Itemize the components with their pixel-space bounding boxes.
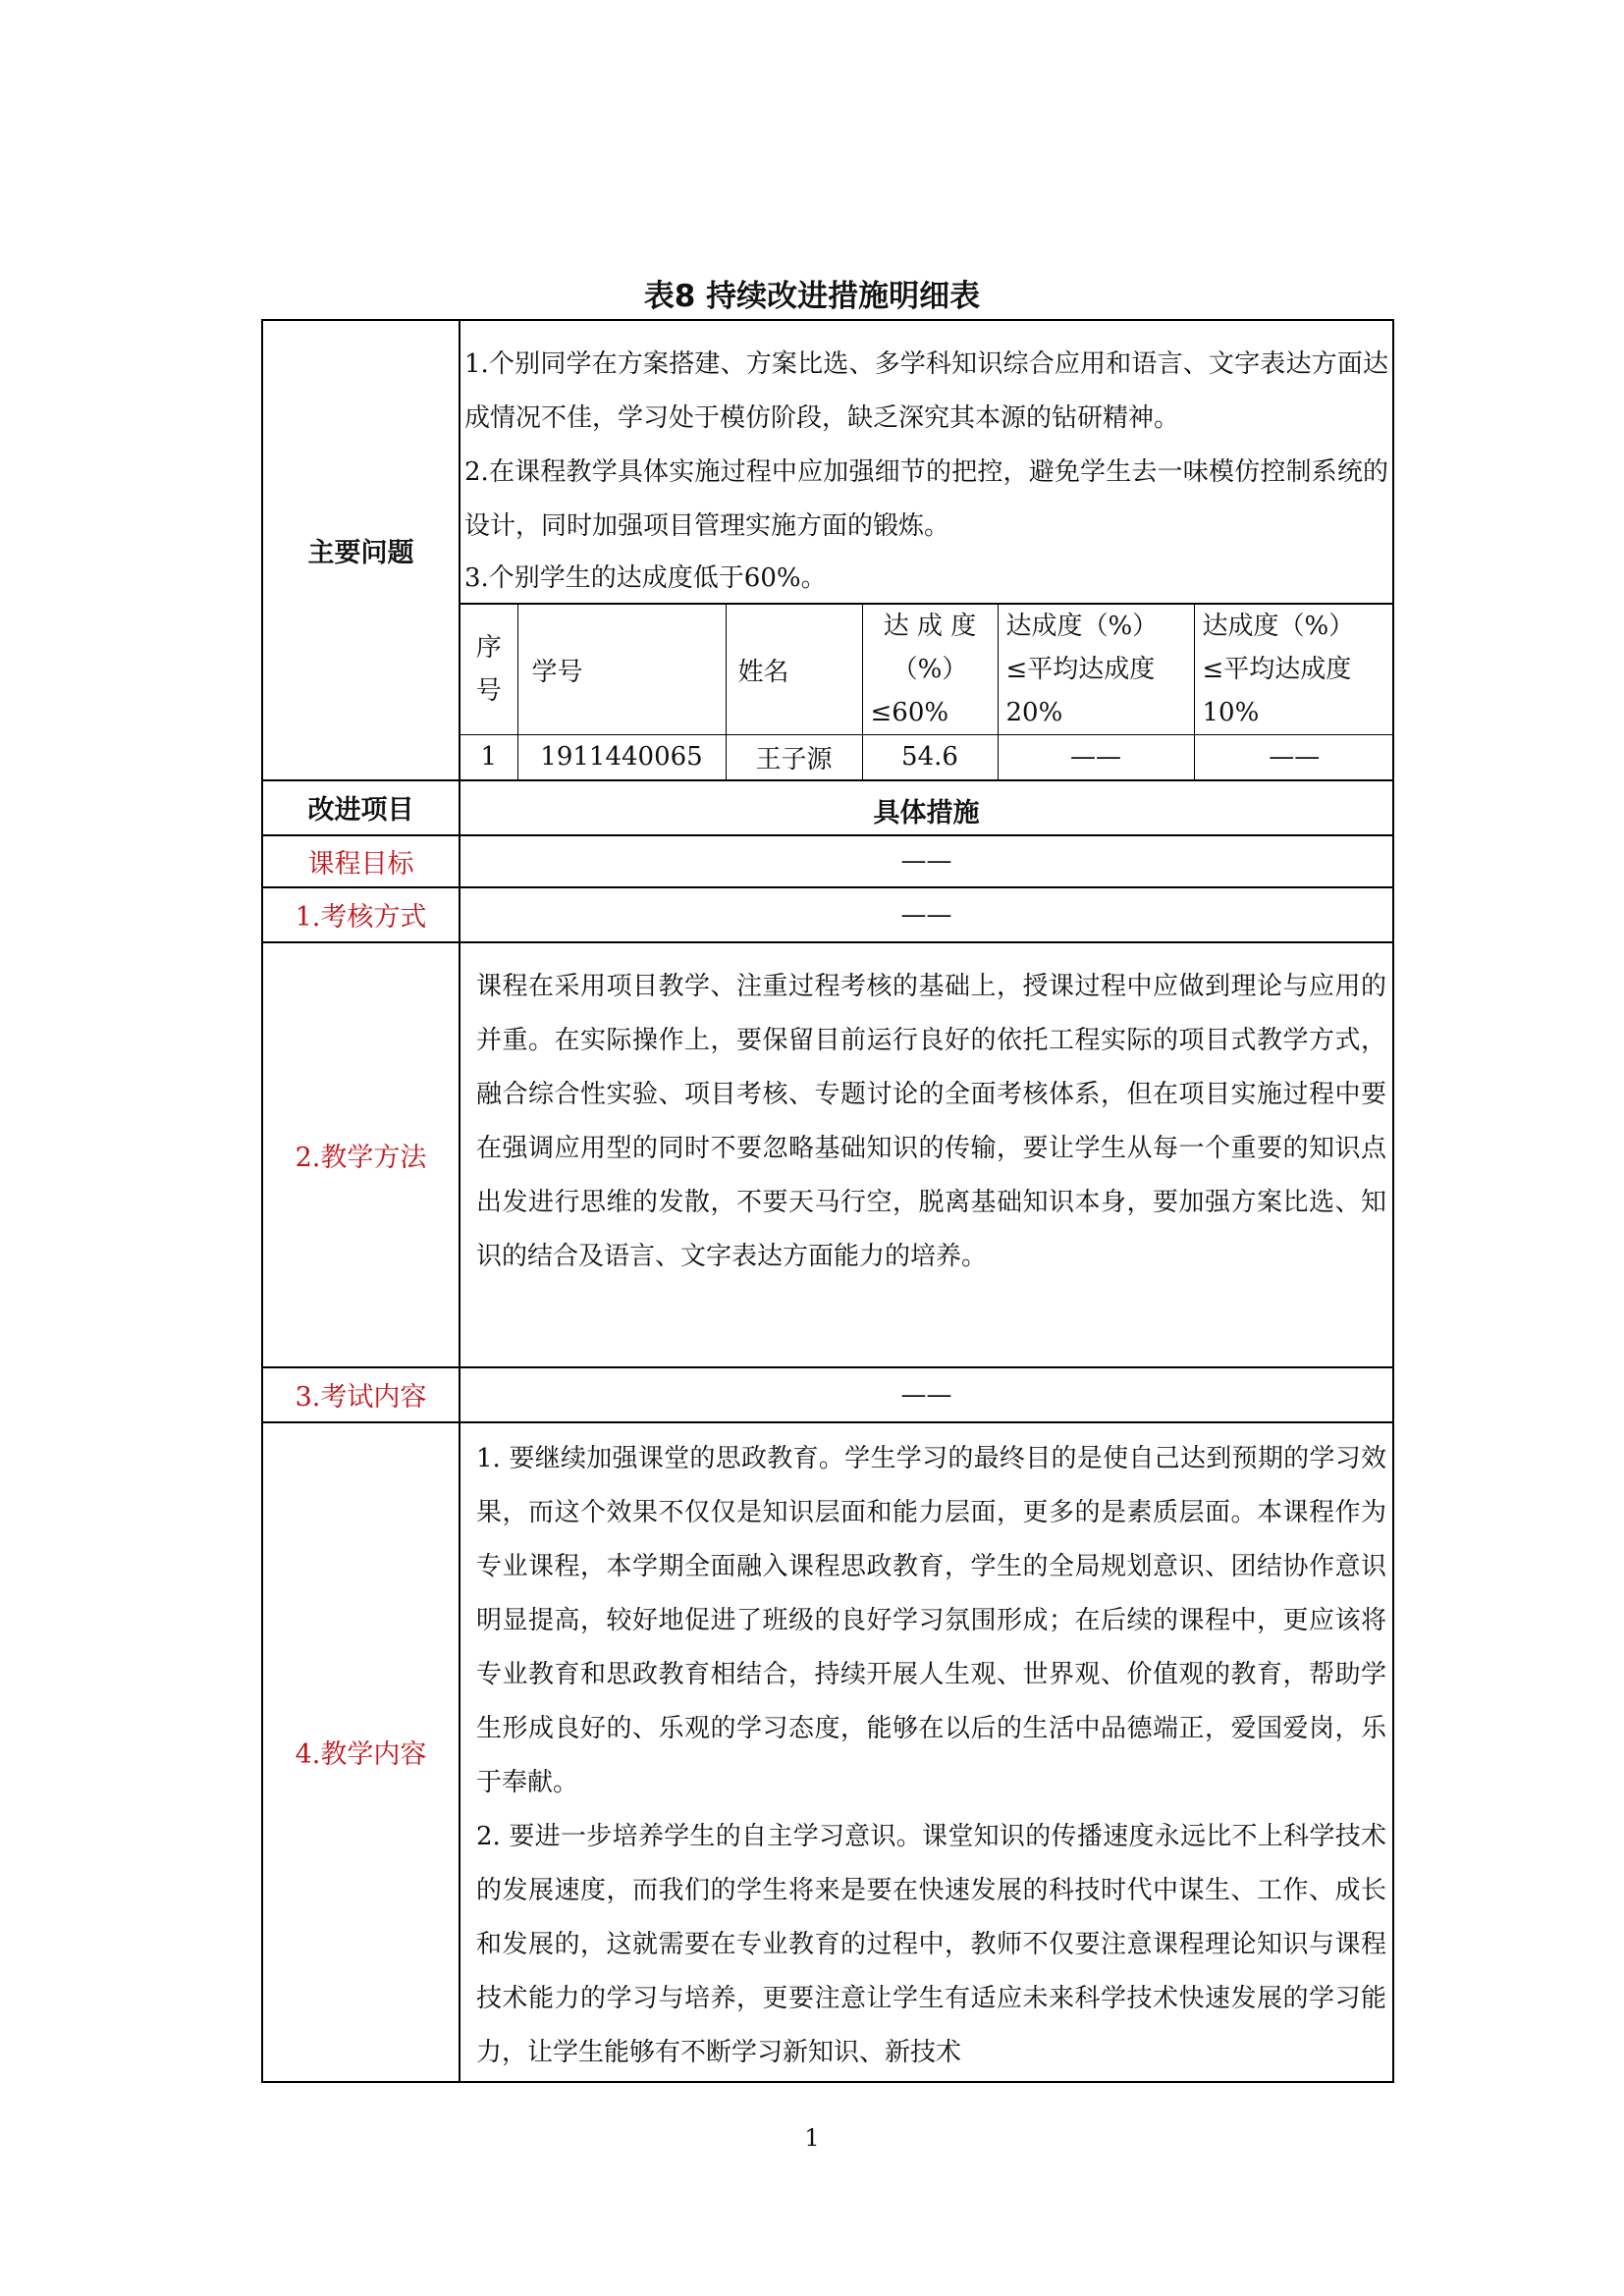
measures-header: 具体措施: [460, 780, 1393, 835]
item-content-exam-content: ——: [460, 1367, 1393, 1422]
header-student-id: 学号: [517, 604, 726, 735]
item-content-assessment: ——: [460, 887, 1393, 942]
problem-row: [262, 320, 1393, 780]
teaching-content-para-2: 2. 要进一步培养学生的自主学习意识。课堂知识的传播速度永远比不上科学技术的发展速度，而我们的学生将来是要在快速发展的科技时代中谋生、工作、成长和发展的，这就需要在专业教育的过程中，教师不仅要注意课程理论知识与课程技术能力的学习与培养，更要注意让学生有适应未来科学技术快速发展的学习能力，让学生能够有不断学习新知识、新技术: [476, 1821, 1386, 2067]
header-c6-1: 达成度（%）: [1202, 612, 1355, 641]
header-c5-1: 达成度（%）: [1005, 612, 1159, 641]
header-seq-2: 号: [475, 676, 502, 706]
header-c4-2: （%）: [892, 655, 968, 684]
header-c6-3: 10%: [1202, 698, 1260, 727]
item-row-exam-content: [262, 1367, 1393, 1422]
problem-line-3: 3.个别学生的达成度低于60%。: [464, 563, 827, 593]
item-row-teaching-content: [262, 1422, 1393, 2082]
problem-line-1: 1.个别同学在方案搭建、方案比选、多学科知识综合应用和语言、文字表达方面达成情况不佳，学习处于模仿阶段，缺乏深究其本源的钻研精神。: [464, 349, 1388, 433]
item-row-teaching-method: [262, 942, 1393, 1367]
cell-score: 54.6: [862, 735, 998, 779]
teaching-content-para-1: 1. 要继续加强课堂的思政教育。学生学习的最终目的是使自己达到预期的学习效果，而这个效果不仅仅是知识层面和能力层面，更多的是素质层面。本课程作为专业课程，本学期全面融入课程思政教育，学生的全局规划意识、团结协作意识明显提高，较好地促进了班级的良好学习氛围形成；在后续的课程中，更应该将专业教育和思政教育相结合，持续开展人生观、世界观、价值观的教育，帮助学生形成良好的、乐观的学习态度，能够在以后的生活中品德端正，爱国爱岗，乐于奉献。: [476, 1443, 1386, 1797]
problem-content: [460, 320, 1393, 780]
page-title: 表8 持续改进措施明细表: [643, 279, 981, 314]
item-content-teaching-content: [460, 1422, 1393, 2082]
item-label-teaching-content: 4.教学内容: [262, 1422, 460, 2082]
teaching-method-text: 课程在采用项目教学、注重过程考核的基础上，授课过程中应做到理论与应用的并重。在实际操作上，要保留目前运行良好的依托工程实际的项目式教学方式，融合综合性实验、项目考核、专题讨论的全面考核体系，但在项目实施过程中要在强调应用型的同时不要忽略基础知识的传输，要让学生从每一个重要的知识点出发进行思维的发散，不要天马行空，脱离基础知识本身，要加强方案比选、知识的结合及语言、文字表达方面能力的培养。: [476, 971, 1386, 1271]
item-row-course-goal: [262, 835, 1393, 887]
low-score-row: [460, 735, 1394, 779]
header-c6-2: ≤平均达成度: [1202, 655, 1352, 684]
cell-name: 王子源: [726, 735, 862, 779]
item-label-exam-content: 3.考试内容: [262, 1367, 460, 1422]
improvement-table: [261, 319, 1394, 2083]
cell-seq: 1: [460, 735, 517, 779]
header-c4-1: 达 成 度: [883, 612, 977, 641]
item-label-assessment: 1.考核方式: [262, 887, 460, 942]
low-score-header-row: [460, 604, 1394, 735]
item-content-teaching-method: [460, 942, 1393, 1367]
problem-label: 主要问题: [262, 320, 460, 780]
item-row-assessment: [262, 887, 1393, 942]
cell-avg10: ——: [1194, 735, 1394, 779]
header-c5-3: 20%: [1005, 698, 1063, 727]
problem-line-2: 2.在课程教学具体实施过程中应加强细节的把控，避免学生去一味模仿控制系统的设计，同时加强项目管理实施方面的锻炼。: [464, 457, 1388, 541]
header-c5-2: ≤平均达成度: [1005, 655, 1156, 684]
improve-item-header: 改进项目: [262, 780, 460, 835]
improve-header-row: [262, 780, 1393, 835]
cell-avg20: ——: [998, 735, 1194, 779]
page-number: 1: [804, 2124, 820, 2152]
item-label-teaching-method: 2.教学方法: [262, 942, 460, 1367]
header-c4-3: ≤60%: [870, 698, 949, 727]
cell-student-id: 1911440065: [517, 735, 726, 779]
item-label-course-goal: 课程目标: [262, 835, 460, 887]
header-name: 姓名: [726, 604, 862, 735]
item-content-course-goal: ——: [460, 835, 1393, 887]
low-score-table: [460, 603, 1394, 779]
header-seq-1: 序: [475, 633, 502, 663]
